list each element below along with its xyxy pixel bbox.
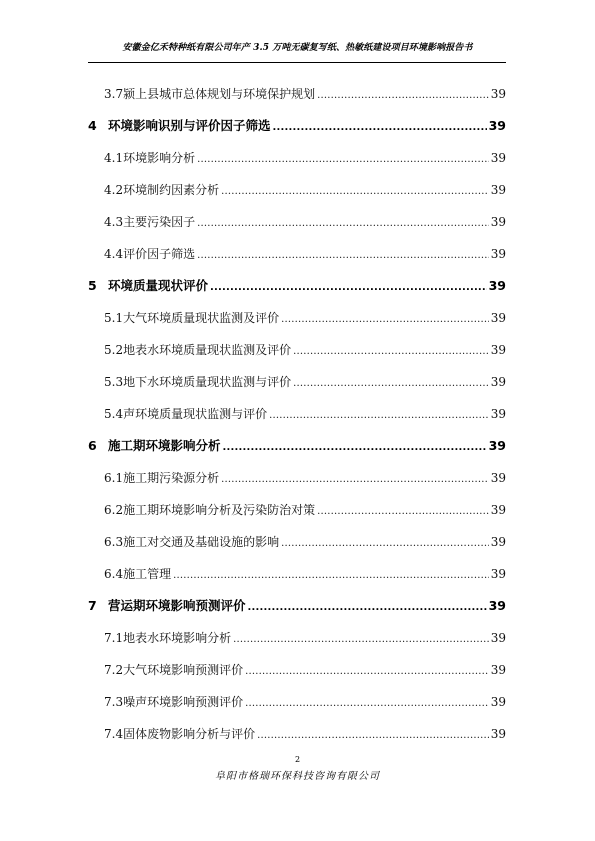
toc-entry-page: 39: [488, 278, 506, 293]
toc-dot-leader: [248, 592, 487, 624]
toc-entry-number: 3.7: [104, 87, 124, 101]
toc-section-entry[interactable]: [88, 398, 506, 430]
toc-dot-leader: [173, 560, 489, 592]
toc-section-entry[interactable]: [88, 494, 506, 526]
toc-entry-page: 39: [490, 535, 506, 549]
page-number: 2: [294, 755, 301, 764]
toc-entry-number: 6.1: [104, 471, 124, 485]
toc-section-entry[interactable]: [88, 558, 506, 590]
toc-entry-number: 7.2: [104, 663, 124, 677]
toc-section-entry[interactable]: [88, 718, 506, 750]
page-header: 安徽金亿禾特种纸有限公司年产 3.5 万吨无碳复写纸、热敏纸建设项目环境影响报告书: [122, 43, 473, 53]
toc-dot-leader: [269, 400, 489, 432]
toc-section-entry[interactable]: [88, 654, 506, 686]
toc-dot-leader: [245, 656, 489, 688]
toc-section-entry[interactable]: [88, 462, 506, 494]
toc-entry-page: 39: [488, 438, 506, 453]
toc-entry-page: 39: [490, 183, 506, 197]
toc-entry-title: 声环境质量现状监测与评价: [123, 407, 268, 421]
toc-entry-page: 39: [490, 215, 506, 229]
toc-entry-number: 5.2: [104, 343, 124, 357]
toc-section-entry[interactable]: [88, 142, 506, 174]
toc-entry-title: 环境质量现状评价: [108, 278, 209, 293]
toc-entry-title: 噪声环境影响预测评价: [123, 695, 244, 709]
toc-dot-leader: [257, 720, 489, 752]
toc-entry-number: 7.4: [104, 727, 124, 741]
toc-entry-page: 39: [490, 503, 506, 517]
toc-section-entry[interactable]: [88, 526, 506, 558]
toc-entry-title: 施工期环境影响分析及污染防治对策: [123, 503, 316, 517]
toc-entry-number: 7: [88, 598, 97, 613]
toc-entry-number: 6: [88, 438, 97, 453]
toc-entry-number: 4: [88, 118, 97, 133]
toc-dot-leader: [317, 80, 489, 112]
toc-entry-page: 39: [490, 695, 506, 709]
toc-section-entry[interactable]: [88, 686, 506, 718]
toc-chapter-entry[interactable]: [88, 270, 506, 302]
toc-entry-number: 7.3: [104, 695, 124, 709]
toc-entry-number: 5.4: [104, 407, 124, 421]
toc-section-entry[interactable]: [88, 78, 506, 110]
toc-entry-page: 39: [490, 727, 506, 741]
toc-entry-title: 大气环境质量现状监测及评价: [123, 311, 280, 325]
toc-section-entry[interactable]: [88, 366, 506, 398]
toc-entry-title: 评价因子筛选: [123, 247, 196, 261]
toc-entry-page: 39: [490, 407, 506, 421]
toc-dot-leader: [273, 112, 487, 144]
toc-entry-title: 颍上县城市总体规划与环境保护规划: [123, 87, 316, 101]
toc-entry-number: 7.1: [104, 631, 124, 645]
toc-entry-title: 环境影响分析: [123, 151, 196, 165]
toc-dot-leader: [233, 624, 489, 656]
toc-dot-leader: [197, 240, 489, 272]
toc-dot-leader: [317, 496, 489, 528]
toc-chapter-entry[interactable]: [88, 430, 506, 462]
toc-dot-leader: [210, 272, 487, 304]
toc-section-entry[interactable]: [88, 206, 506, 238]
toc-dot-leader: [221, 176, 489, 208]
toc-entry-page: 39: [490, 247, 506, 261]
toc-entry-page: 39: [490, 663, 506, 677]
toc-entry-page: 39: [490, 631, 506, 645]
toc-dot-leader: [281, 528, 489, 560]
toc-entry-title: 施工期污染源分析: [123, 471, 220, 485]
toc-dot-leader: [293, 336, 489, 368]
toc-entry-title: 地下水环境质量现状监测与评价: [123, 375, 292, 389]
toc-entry-title: 环境影响识别与评价因子筛选: [108, 118, 271, 133]
toc-section-entry[interactable]: [88, 622, 506, 654]
toc-dot-leader: [245, 688, 489, 720]
toc-entry-title: 地表水环境影响分析: [123, 631, 232, 645]
table-of-contents: [88, 78, 506, 750]
toc-entry-page: 39: [490, 471, 506, 485]
toc-entry-number: 6.2: [104, 503, 124, 517]
toc-dot-leader: [223, 432, 487, 464]
toc-section-entry[interactable]: [88, 238, 506, 270]
toc-chapter-entry[interactable]: [88, 590, 506, 622]
header-divider: [88, 62, 506, 63]
toc-entry-title: 营运期环境影响预测评价: [108, 598, 246, 613]
toc-section-entry[interactable]: [88, 302, 506, 334]
toc-entry-title: 固体废物影响分析与评价: [123, 727, 256, 741]
toc-entry-number: 5.1: [104, 311, 124, 325]
toc-entry-number: 4.3: [104, 215, 124, 229]
toc-entry-page: 39: [490, 87, 506, 101]
toc-entry-number: 6.3: [104, 535, 124, 549]
toc-entry-number: 5: [88, 278, 97, 293]
toc-section-entry[interactable]: [88, 334, 506, 366]
toc-entry-page: 39: [490, 567, 506, 581]
toc-chapter-entry[interactable]: [88, 110, 506, 142]
toc-entry-title: 施工期环境影响分析: [108, 438, 221, 453]
toc-entry-page: 39: [488, 598, 506, 613]
toc-entry-page: 39: [490, 375, 506, 389]
toc-entry-title: 主要污染因子: [123, 215, 196, 229]
toc-entry-page: 39: [488, 118, 506, 133]
toc-dot-leader: [197, 144, 489, 176]
toc-entry-number: 6.4: [104, 567, 124, 581]
toc-entry-title: 大气环境影响预测评价: [123, 663, 244, 677]
toc-entry-page: 39: [490, 311, 506, 325]
toc-dot-leader: [197, 208, 489, 240]
toc-entry-title: 施工对交通及基础设施的影响: [123, 535, 280, 549]
toc-dot-leader: [281, 304, 489, 336]
toc-entry-title: 施工管理: [123, 567, 172, 581]
toc-section-entry[interactable]: [88, 174, 506, 206]
toc-entry-page: 39: [490, 343, 506, 357]
toc-entry-number: 4.4: [104, 247, 124, 261]
toc-entry-number: 4.2: [104, 183, 124, 197]
toc-entry-number: 4.1: [104, 151, 124, 165]
toc-entry-title: 环境制约因素分析: [123, 183, 220, 197]
page-footer: 阜阳市格瑞环保科技咨询有限公司: [215, 771, 380, 782]
toc-entry-number: 5.3: [104, 375, 124, 389]
toc-entry-page: 39: [490, 151, 506, 165]
toc-dot-leader: [221, 464, 489, 496]
toc-entry-title: 地表水环境质量现状监测及评价: [123, 343, 292, 357]
toc-dot-leader: [293, 368, 489, 400]
